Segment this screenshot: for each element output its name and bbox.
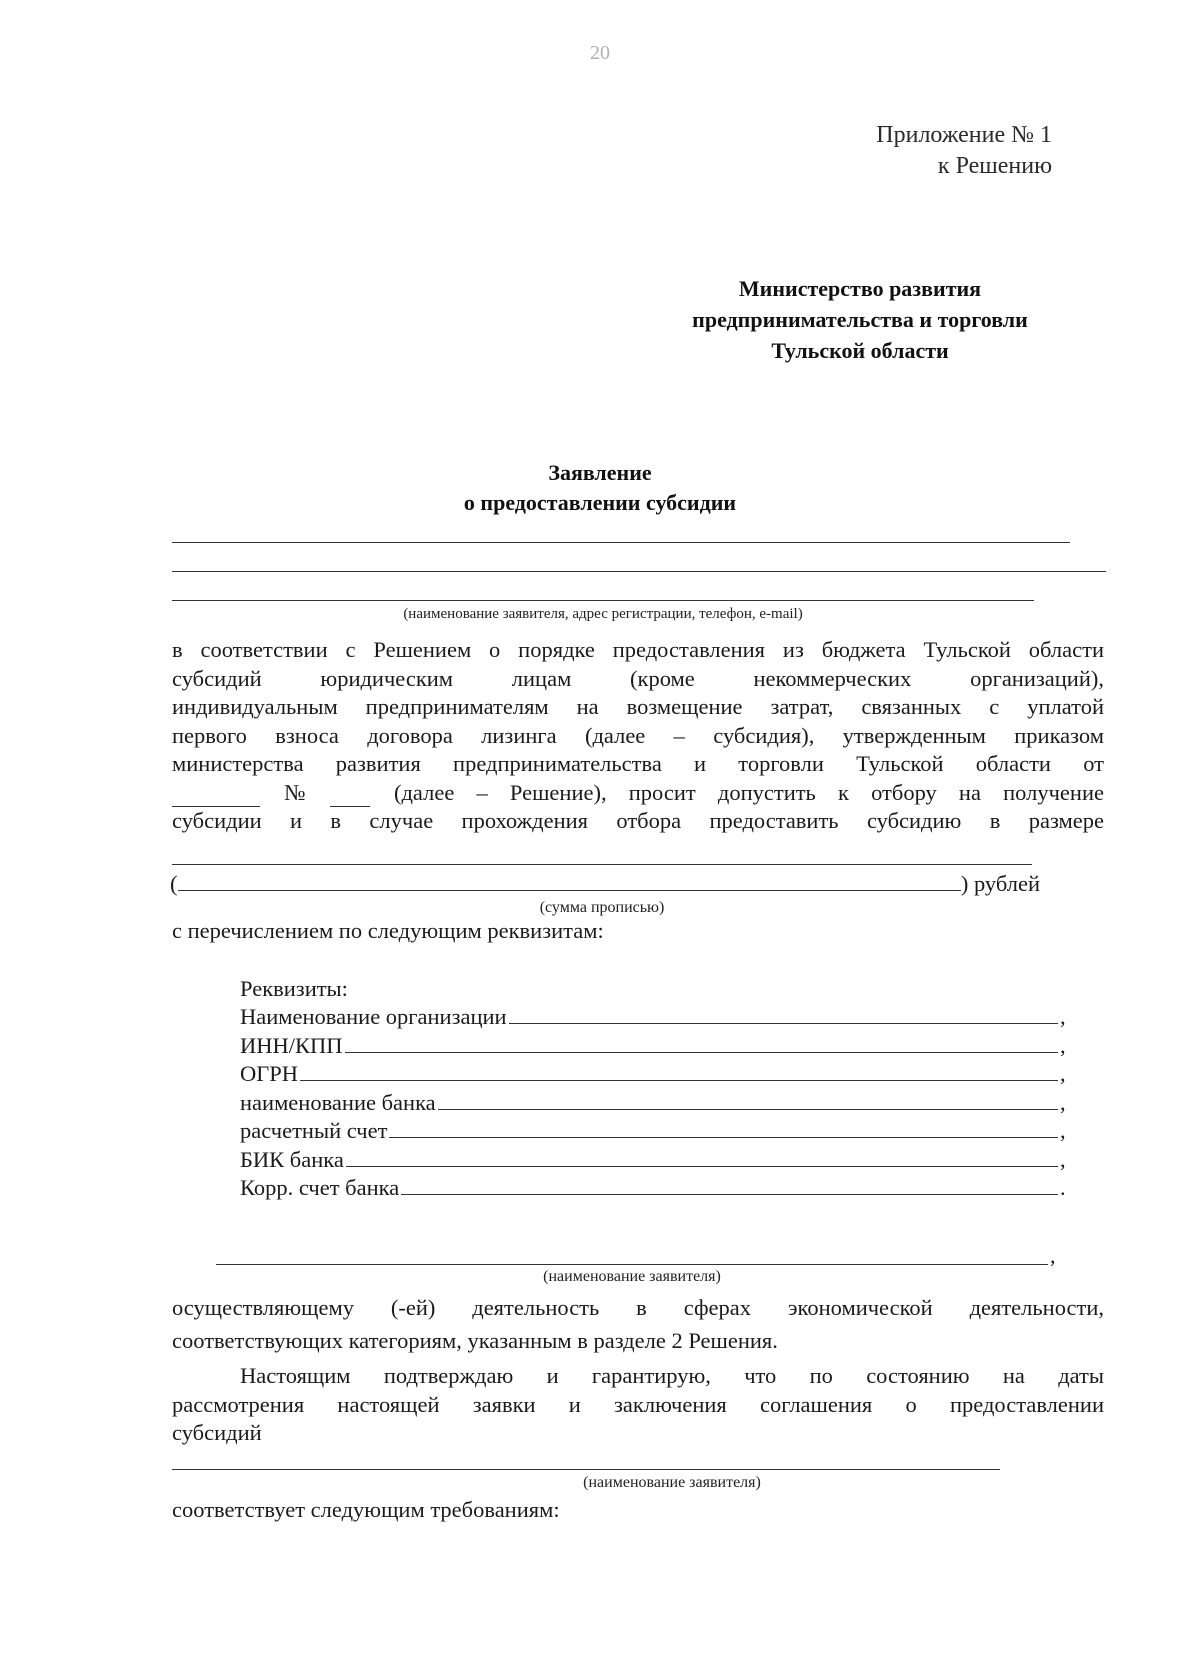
requisite-punct: , <box>1060 1146 1066 1172</box>
paragraph-line: субсидий юридическим лицам (кроме некоммерческих организаций), <box>172 665 1104 691</box>
requisite-blank <box>389 1137 1058 1138</box>
paragraph-line: министерства развития предпринимательства и торговли Тульской области от <box>172 751 1104 776</box>
requisite-punct: , <box>1060 1004 1066 1029</box>
applicant-info-line-1 <box>172 542 1070 543</box>
paragraph-line: соответствующих категориям, указанным в разделе 2 Решения. <box>172 1328 778 1353</box>
requisite-label: ИНН/КПП <box>240 1032 343 1058</box>
number-sign: № <box>284 779 306 805</box>
paragraph-line: Настоящим подтверждаю и гарантирую, что по состоянию на даты <box>240 1363 1104 1388</box>
applicant-name-caption: (наименование заявителя) <box>543 1268 721 1285</box>
amount-open-paren: ( <box>170 871 178 896</box>
title-line-2: о предоставлении субсидии <box>463 490 737 515</box>
requisite-row-account <box>240 1116 1070 1145</box>
ministry-line-3: Тульской области <box>771 338 949 363</box>
requisite-punct: . <box>1060 1175 1066 1200</box>
amount-line <box>172 864 1032 865</box>
paragraph-line: субсидий <box>172 1420 262 1445</box>
date-blank <box>172 786 260 807</box>
requisite-blank <box>438 1109 1058 1110</box>
applicant-line-punct: , <box>1050 1243 1056 1268</box>
requisites-block <box>240 973 1070 1201</box>
requisite-punct: , <box>1060 1118 1066 1143</box>
requisite-blank <box>509 1023 1058 1024</box>
paragraph-line: первого взноса договора лизинга (далее – субсидия), утвержденным приказом <box>172 722 1104 748</box>
ministry-line-2: предпринимательства и торговли <box>692 307 1028 332</box>
paragraph-request <box>172 636 1104 836</box>
requisite-label: наименование банка <box>240 1089 436 1115</box>
amount-currency: ) рублей <box>960 871 1040 896</box>
requisite-blank <box>346 1166 1058 1167</box>
requisite-row-bank-name <box>240 1087 1070 1116</box>
paragraph-line: индивидуальным предпринимателям на возмещение затрат, связанных с уплатой <box>172 694 1104 719</box>
number-blank <box>330 786 370 807</box>
appendix-line-1: Приложение № 1 <box>876 122 1052 148</box>
applicant-info-line-3 <box>172 600 1034 601</box>
sum-caption: (сумма прописью) <box>539 899 665 916</box>
amount-words-row <box>170 867 1040 897</box>
requisite-label: БИК банка <box>240 1146 344 1172</box>
requisite-row-ogrn <box>240 1059 1070 1088</box>
requisite-label: ОГРН <box>240 1061 299 1086</box>
requisite-blank <box>401 1194 1058 1195</box>
applicant-info-caption: (наименование заявителя, адрес регистрации, телефон, e-mail) <box>403 606 803 622</box>
requisite-row-org-name <box>240 1002 1070 1031</box>
paragraph-line-date-number <box>172 779 1104 808</box>
requisite-label: расчетный счет <box>240 1118 388 1143</box>
requisite-row-corr-account <box>240 1173 1070 1202</box>
requisite-punct: , <box>1060 1032 1066 1058</box>
paragraph-line: в соответствии с Решением о порядке предоставления из бюджета Тульской области <box>172 637 1104 662</box>
appendix-header <box>876 120 1052 182</box>
requisite-label: Корр. счет банка <box>240 1175 400 1200</box>
amount-words-blank <box>178 890 961 891</box>
page-number: 20 <box>590 42 610 64</box>
requisite-punct: , <box>1060 1061 1066 1086</box>
paragraph-line: осуществляющему (-ей) деятельность в сферах экономической деятельности, <box>172 1295 1104 1320</box>
transfer-text: с перечислением по следующим реквизитам: <box>172 918 604 943</box>
applicant-info-line-2 <box>172 571 1106 572</box>
paragraph-line: (далее – Решение), просит допустить к отбору на получение <box>393 779 1104 805</box>
requisite-blank <box>345 1052 1058 1053</box>
title-line-1: Заявление <box>548 460 652 485</box>
requisite-label: Наименование организации <box>240 1004 507 1029</box>
paragraph-line: субсидии и в случае прохождения отбора предоставить субсидию в размере <box>172 808 1104 833</box>
applicant-name-line <box>216 1264 1048 1265</box>
paragraph-activity <box>172 1291 1104 1357</box>
requisite-row-inn-kpp <box>240 1030 1070 1059</box>
ministry-addressee <box>640 273 1080 366</box>
requisites-header: Реквизиты: <box>240 975 348 1001</box>
document-title <box>380 458 820 518</box>
applicant-name-caption-2: (наименование заявителя) <box>583 1474 761 1491</box>
applicant-name-line-2 <box>172 1469 1000 1470</box>
requisite-row-bik <box>240 1144 1070 1173</box>
ministry-line-1: Министерство развития <box>738 276 982 301</box>
appendix-line-2: к Решению <box>937 153 1052 179</box>
requisite-punct: , <box>1060 1089 1066 1115</box>
requisite-blank <box>300 1080 1058 1081</box>
paragraph-guarantee <box>172 1362 1104 1448</box>
requirements-intro: соответствует следующим требованиям: <box>172 1497 560 1522</box>
paragraph-line: рассмотрения настоящей заявки и заключения соглашения о предоставлении <box>172 1391 1104 1417</box>
